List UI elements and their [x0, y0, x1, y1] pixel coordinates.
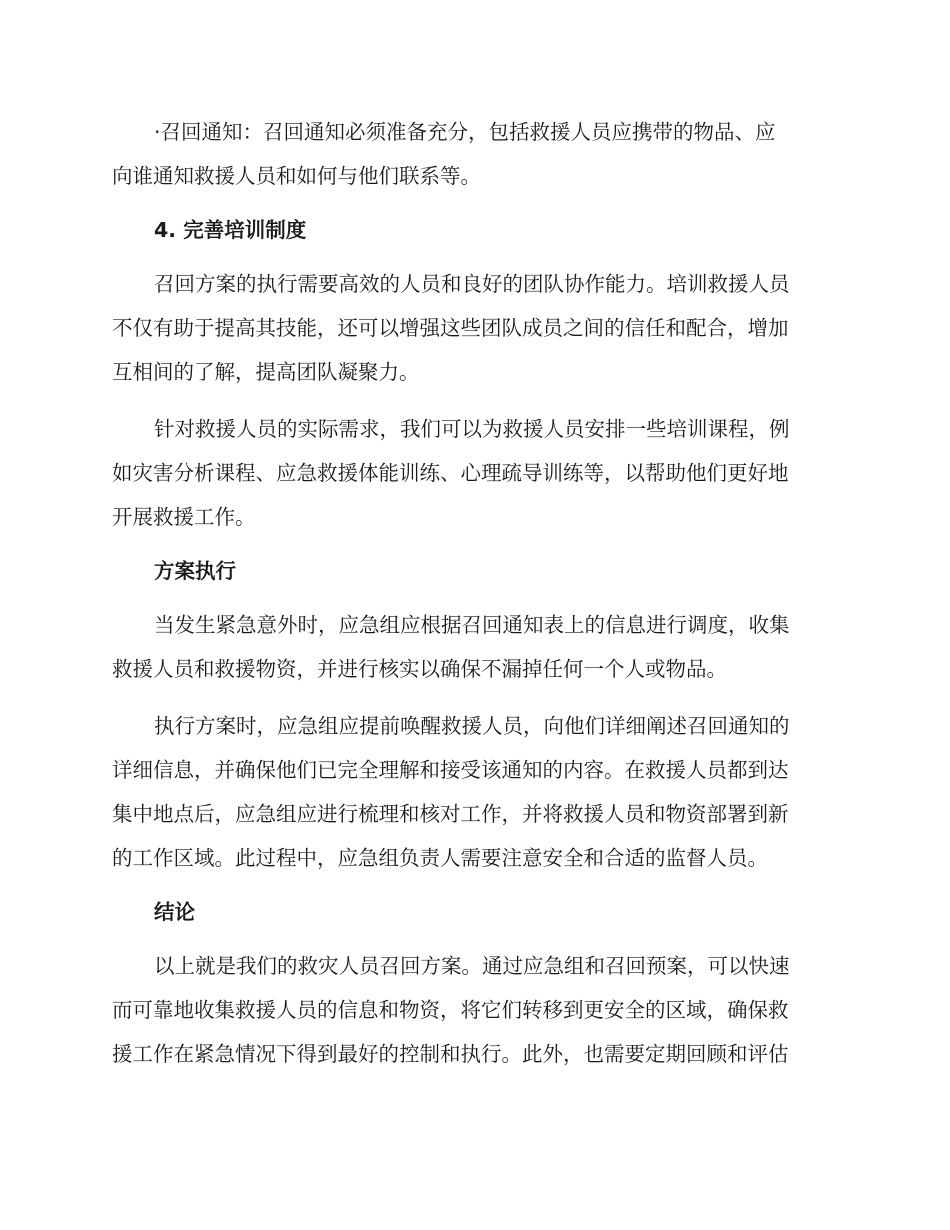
execution-paragraph-2 [112, 704, 830, 880]
paragraph-line: 当发生紧急意外时，应急组应根据召回通知表上的信息进行调度，收集 [154, 613, 790, 637]
recall-notice-line-2: 向谁通知救援人员和如何与他们联系等。 [112, 164, 481, 188]
paragraph-line: 的工作区域。此过程中，应急组负责人需要注意安全和合适的监督人员。 [112, 846, 768, 870]
paragraph-line: 集中地点后，应急组应进行梳理和核对工作，并将救援人员和物资部署到新 [112, 802, 789, 826]
recall-notice-line-1: ·召回通知：召回通知必须准备充分，包括救援人员应携带的物品、应 [154, 120, 776, 144]
training-paragraph-2 [112, 407, 830, 539]
section-heading-training: 4. 完善培训制度 [154, 218, 307, 242]
paragraph-line: 援工作在紧急情况下得到最好的控制和执行。此外，也需要定期回顾和评估 [112, 1042, 789, 1066]
paragraph-line: 互相间的了解，提高团队凝聚力。 [112, 360, 420, 384]
section-heading-conclusion: 结论 [154, 900, 195, 924]
paragraph-line: 而可靠地收集救援人员的信息和物资，将它们转移到更安全的区域，确保救 [112, 998, 789, 1022]
recall-notice-paragraph [112, 110, 830, 198]
paragraph-line: 针对救援人员的实际需求，我们可以为救援人员安排一些培训课程，例 [154, 417, 790, 441]
paragraph-line: 执行方案时，应急组应提前唤醒救援人员，向他们详细阐述召回通知的 [154, 714, 790, 738]
paragraph-line: 召回方案的执行需要高效的人员和良好的团队协作能力。培训救援人员 [154, 272, 790, 296]
training-paragraph-1 [112, 262, 830, 394]
bullet-icon: · [154, 120, 161, 144]
document-body [112, 110, 830, 1076]
paragraph-line: 开展救援工作。 [112, 505, 256, 529]
paragraph-line: 救援人员和救援物资，并进行核实以确保不漏掉任何一个人或物品。 [112, 657, 727, 681]
paragraph-line: 如灾害分析课程、应急救援体能训练、心理疏导训练等，以帮助他们更好地 [112, 461, 789, 485]
conclusion-paragraph [112, 944, 830, 1076]
section-heading-execution: 方案执行 [154, 559, 236, 583]
execution-paragraph-1 [112, 603, 830, 691]
paragraph-line: 详细信息，并确保他们已完全理解和接受该通知的内容。在救援人员都到达 [112, 758, 789, 782]
paragraph-line: 以上就是我们的救灾人员召回方案。通过应急组和召回预案，可以快速 [154, 954, 790, 978]
paragraph-line: 不仅有助于提高其技能，还可以增强这些团队成员之间的信任和配合，增加 [112, 316, 789, 340]
